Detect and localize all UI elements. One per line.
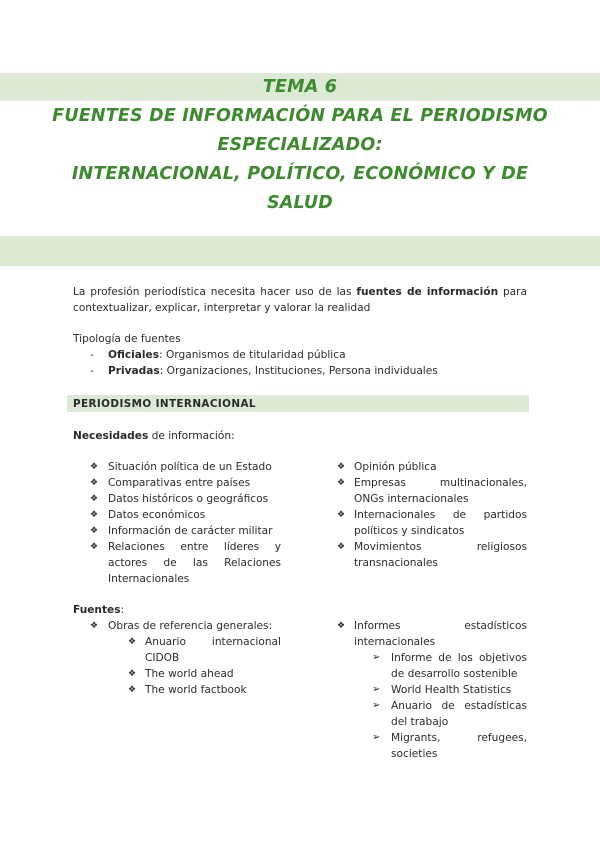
fuente-subitem: Anuario de estadísticas — [391, 700, 527, 712]
necesidad-item: Opinión pública — [354, 461, 437, 473]
fuente-subitem: Anuario internacional — [145, 636, 281, 648]
diamond-bullet-icon: ❖ — [337, 478, 346, 488]
fuente-subitem-cont: CIDOB — [145, 652, 180, 664]
diamond-bullet-icon: ❖ — [90, 494, 99, 504]
necesidad-item-cont: Internacionales — [108, 573, 190, 585]
necesidad-item-cont: ONGs internacionales — [354, 493, 469, 505]
title-line-1: TEMA 6 — [262, 77, 338, 97]
item-bold: Oficiales — [108, 349, 160, 361]
fuente-subitem: Informe de los objetivos — [391, 652, 527, 664]
diamond-bullet-icon: ❖ — [337, 462, 346, 472]
title-line-4: INTERNACIONAL, POLÍTICO, ECONÓMICO Y DE — [71, 164, 529, 184]
diamond-bullet-icon: ❖ — [128, 669, 137, 679]
diamond-bullet-icon: ❖ — [337, 510, 346, 520]
necesidad-item-cont: políticos y sindicatos — [354, 525, 465, 537]
diamond-bullet-icon: ❖ — [90, 462, 99, 472]
necesidades-heading — [73, 428, 235, 444]
tipologia-item-privadas — [108, 363, 438, 379]
fuente-subitem: The world factbook — [145, 684, 247, 696]
necesidad-item: Situación política de un Estado — [108, 461, 272, 473]
fuentes-heading — [73, 602, 124, 618]
necesidad-item: Internacionales de partidos — [354, 509, 527, 521]
necesidad-item-cont: actores de las Relaciones — [108, 557, 281, 569]
dash-bullet: - — [90, 365, 94, 377]
item-text: : Organismos de titularidad pública — [159, 349, 346, 361]
fuente-subitem: The world ahead — [145, 668, 234, 680]
diamond-bullet-icon: ❖ — [337, 542, 346, 552]
fuente-subitem: Migrants, refugees, — [391, 732, 527, 744]
arrow-bullet-icon: ➢ — [372, 684, 381, 695]
section-title: PERIODISMO INTERNACIONAL — [73, 398, 256, 410]
fuente-subitem-cont: de desarrollo sostenible — [391, 668, 518, 680]
arrow-bullet-icon: ➢ — [372, 700, 381, 711]
arrow-bullet-icon: ➢ — [372, 652, 381, 663]
necesidad-item: Información de carácter militar — [108, 525, 273, 537]
intro-line-1 — [73, 284, 527, 300]
necesidad-item: Datos económicos — [108, 509, 206, 521]
diamond-bullet-icon: ❖ — [90, 621, 99, 631]
arrow-bullet-icon: ➢ — [372, 732, 381, 743]
intro-bold: fuentes de información — [356, 286, 499, 298]
fuente-subitem: World Health Statistics — [391, 684, 512, 696]
fuente-item: Obras de referencia generales: — [108, 620, 273, 632]
fuente-subitem-cont: del trabajo — [391, 716, 449, 728]
necesidad-item: Datos históricos o geográficos — [108, 493, 269, 505]
necesidad-item: Comparativas entre países — [108, 477, 251, 489]
title-line-2: FUENTES DE INFORMACIÓN PARA EL PERIODISMO — [52, 106, 548, 126]
diamond-bullet-icon: ❖ — [128, 637, 137, 647]
fuente-subitem-cont: societies — [391, 748, 438, 760]
diamond-bullet-icon: ❖ — [90, 526, 99, 536]
diamond-bullet-icon: ❖ — [90, 478, 99, 488]
item-text: : Organizaciones, Instituciones, Persona individuales — [159, 365, 438, 377]
intro-line-2: contextualizar, explicar, interpretar y valorar la realidad — [73, 302, 371, 314]
diamond-bullet-icon: ❖ — [90, 542, 99, 552]
dash-bullet: - — [90, 349, 94, 361]
title-line-5: SALUD — [266, 193, 334, 213]
fuentes-colon: : — [120, 604, 125, 616]
necesidad-item: Empresas multinacionales, — [354, 477, 527, 489]
necesidad-item: Relaciones entre líderes y — [108, 541, 281, 553]
item-bold: Privadas — [108, 365, 160, 377]
fuente-item: Informes estadísticos — [354, 620, 527, 632]
document-title — [0, 73, 600, 218]
fuentes-bold: Fuentes — [73, 604, 121, 616]
intro-text-end: para — [498, 286, 528, 298]
diamond-bullet-icon: ❖ — [337, 621, 346, 631]
title-line-3: ESPECIALIZADO: — [217, 135, 383, 155]
necesidades-bold: Necesidades — [73, 430, 149, 442]
fuente-item-cont: internacionales — [354, 636, 436, 648]
necesidad-item: Movimientos religiosos — [354, 541, 527, 553]
intro-paragraph — [73, 284, 527, 316]
diamond-bullet-icon: ❖ — [128, 685, 137, 695]
title-band-bottom — [0, 236, 600, 266]
tipologia-item-oficiales — [108, 347, 346, 363]
diamond-bullet-icon: ❖ — [90, 510, 99, 520]
tipologia-heading: Tipología de fuentes — [73, 333, 181, 345]
necesidad-item-cont: transnacionales — [354, 557, 438, 569]
intro-text: La profesión periodística necesita hacer uso de las — [73, 286, 357, 298]
necesidades-text: de información: — [148, 430, 235, 442]
